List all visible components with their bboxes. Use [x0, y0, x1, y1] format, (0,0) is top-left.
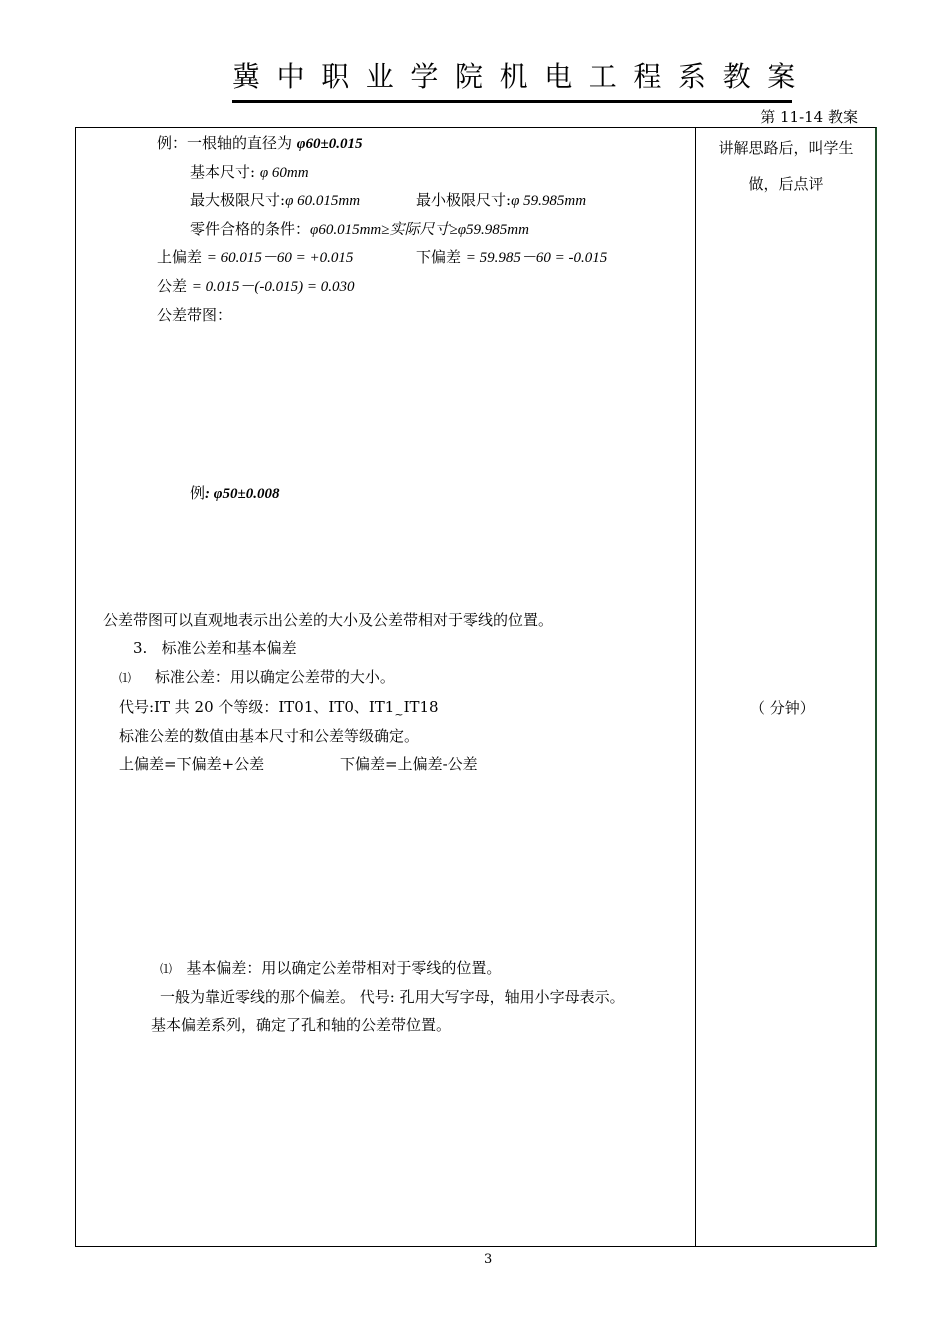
section-3-title: 标准公差和基本偏差: [161, 639, 297, 657]
min-size-label: 最小极限尺寸:: [416, 191, 512, 209]
section-3-number: 3.: [133, 639, 148, 657]
example-1-value: φ60±0.015: [296, 136, 363, 152]
lower-formula: 下偏差=上偏差-公差: [340, 755, 478, 773]
min-size-value: φ 59.985mm: [511, 193, 587, 209]
tolerance-band-label: 公差带图：: [157, 306, 233, 324]
basic-size-value: φ 60mm: [259, 165, 309, 181]
tolerance-line: [157, 276, 355, 297]
upper-deviation-label: 上偏差: [157, 248, 207, 266]
max-size-label: 最大极限尺寸:: [190, 191, 286, 209]
page-title: 冀中职业学院机电工程系教案: [232, 60, 812, 93]
lower-deviation-label: 下偏差: [416, 248, 466, 266]
item-2-marker: ⑴: [160, 962, 173, 976]
qualify-label: 零件合格的条件：: [190, 220, 311, 238]
example-2-line: [190, 483, 280, 504]
qualify-value: φ60.015mm≥实际尺寸≥φ59.985mm: [310, 222, 529, 238]
basic-deviation-line-2: 一般为靠近零线的那个偏差。 代号: 孔用大写字母，轴用小字母表示。: [160, 988, 625, 1006]
title-rule: [232, 100, 792, 103]
upper-deviation-line: [157, 247, 353, 268]
lesson-number: 第 11-14 教案: [760, 108, 858, 126]
example-2-prefix: 例: [190, 484, 206, 502]
basic-deviation-line-3: 基本偏差系列，确定了孔和轴的公差带位置。: [151, 1016, 452, 1034]
upper-deviation-value: = 60.015－60 = +0.015: [206, 250, 354, 266]
basic-deviation-text: 基本偏差：用以确定公差带相对于零线的位置。: [186, 959, 502, 977]
tolerance-value: = 0.015－(-0.015) = 0.030: [191, 279, 355, 295]
qualify-line: [190, 219, 529, 240]
side-minutes: （ 分钟）: [750, 699, 815, 717]
max-size-line: [190, 190, 360, 211]
max-size-value: φ 60.015mm: [285, 193, 361, 209]
lower-deviation-value: = 59.985－60 = -0.015: [465, 250, 608, 266]
side-note: [705, 130, 867, 202]
item-1-marker: ⑴: [119, 671, 132, 685]
code-text: 代号:IT 共 20 个等级：IT01、IT0、IT1: [119, 698, 395, 716]
code-tilde: ~: [394, 708, 404, 721]
side-note-line-1: 讲解思路后，叫学生: [718, 139, 854, 157]
tolerance-band-description: 公差带图可以直观地表示出公差的大小及公差带相对于零线的位置。: [103, 611, 554, 629]
example-1-line: [157, 133, 363, 154]
standard-tolerance-text: 标准公差：用以确定公差带的大小。: [154, 668, 395, 686]
basic-size-line: [190, 162, 309, 183]
standard-tolerance-item: [119, 667, 395, 688]
page-number: 3: [484, 1252, 493, 1267]
basic-deviation-item: [160, 958, 501, 979]
section-3-heading: [133, 638, 297, 658]
column-divider: [695, 127, 696, 1247]
code-end: IT18: [403, 698, 439, 716]
example-1-prefix: 例：一根轴的直径为: [157, 134, 297, 152]
tolerance-label: 公差: [157, 277, 192, 295]
code-line: [119, 697, 439, 719]
standard-value-line: 标准公差的数值由基本尺寸和公差等级确定。: [119, 727, 420, 745]
example-2-value: : φ50±0.008: [205, 486, 280, 502]
upper-formula: 上偏差=下偏差+公差: [119, 755, 265, 773]
min-size-line: [416, 190, 586, 211]
basic-size-label: 基本尺寸:: [190, 163, 260, 181]
lower-deviation-line: [416, 247, 607, 268]
side-note-line-2: 做，后点评: [748, 175, 824, 193]
